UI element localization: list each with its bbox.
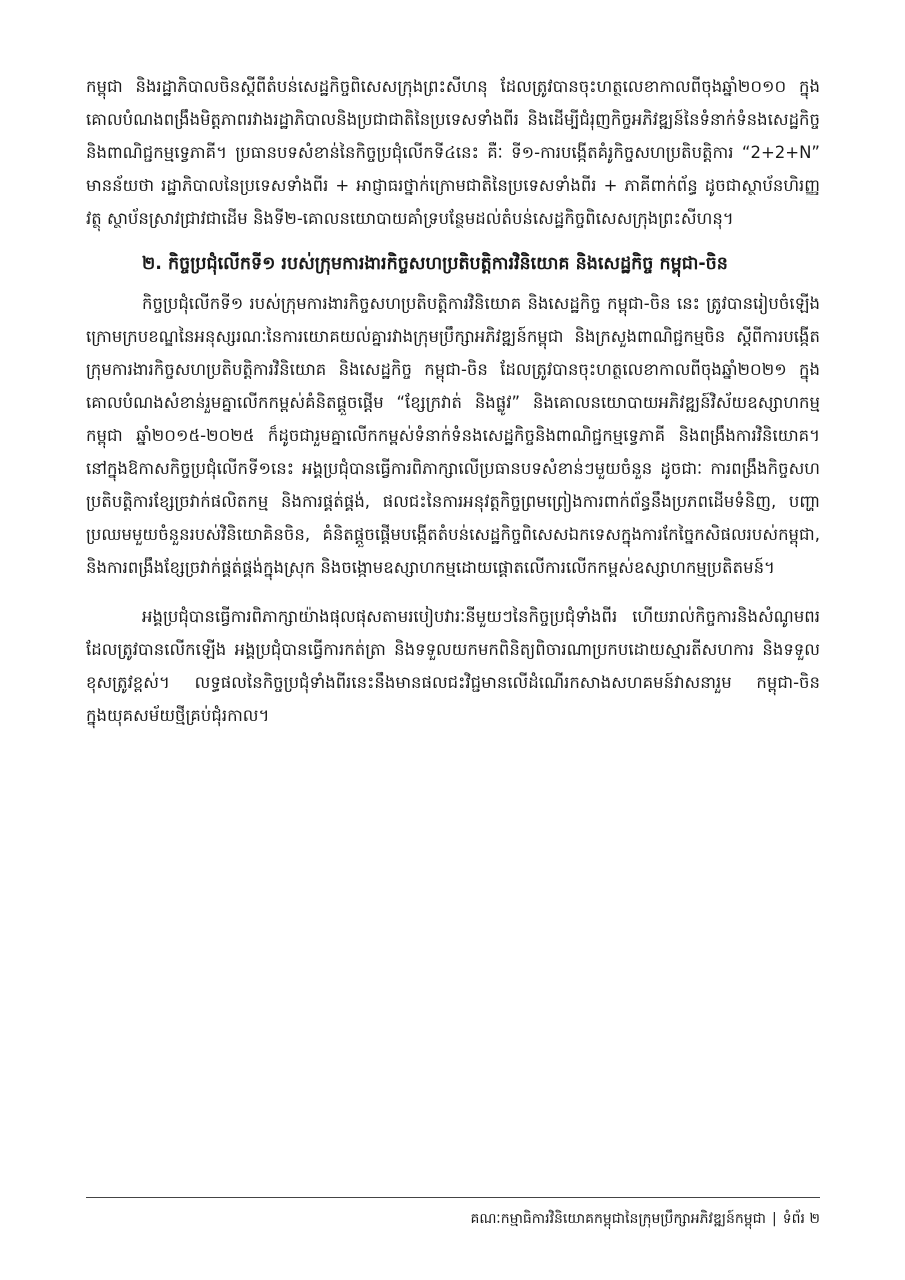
body-paragraph-1: កម្ពុជា និងរដ្ឋាភិបាលចិនស្តីពីតំបន់សេដ្ឋកិច្ចពិសេសក្រុងព្រះសីហនុ ដែលត្រូវបានចុះហត្ថលេខាកាលពីចុងឆ្នាំ២០១០ ក្នុងគោលបំណងពង្រឹងមិត្តភាពរវាងរដ្ឋាភិបាលនិងប្រជាជាតិនៃប្រទេសទាំងពីរ និងដើម្បីជំរុញកិច្ចអភិវឌ្ឍន៍នៃទំនាក់ទំនងសេដ្ឋកិច្ច និងពាណិជ្ជកម្មទ្វេភាគី។ ប្រធានបទសំខាន់នៃកិច្ចប្រជុំលើកទី៤នេះ គឺៈ ទី១-ការបង្កើតគំរូកិច្ចសហប្រតិបត្តិការ “2+2+N” មានន័យថា រដ្ឋាភិបាលនៃប្រទេសទាំងពីរ + អាជ្ញាធរថ្នាក់ក្រោមជាតិនៃប្រទេសទាំងពីរ + ភាគីពាក់ព័ន្ធ ដូចជាស្ថាប័នហិរញ្ញវត្ថុ ស្ថាប័នស្រាវជ្រាវជាដើម និងទី២-គោលនយោបាយគាំទ្របន្ថែមដល់តំបន់សេដ្ឋកិច្ចពិសេសក្រុងព្រះសីហនុ។ bbox=[86, 77, 820, 228]
body-paragraph-2: កិច្ចប្រជុំលើកទី១ របស់ក្រុមការងារកិច្ចសហប្រតិបត្តិការវិនិយោគ និងសេដ្ឋកិច្ច កម្ពុជា-ចិន នេះ ត្រូវបានរៀបចំឡើងក្រោមក្របខណ្ឌនៃអនុស្សរណៈនៃការយោគយល់គ្នារវាងក្រុមប្រឹក្សាអភិវឌ្ឍន៍កម្ពុជា និងក្រសួងពាណិជ្ជកម្មចិន ស្តីពីការបង្កើតក្រុមការងារកិច្ចសហប្រតិបត្តិការវិនិយោគ និងសេដ្ឋកិច្ច កម្ពុជា-ចិន ដែលត្រូវបានចុះហត្ថលេខាកាលពីចុងឆ្នាំ២០២១ ក្នុងគោលបំណងសំខាន់រួមគ្នាលើកកម្ពស់គំនិតផ្តួចផ្តើម “ខ្សែក្រវាត់ និងផ្លូវ” និងគោលនយោបាយអភិវឌ្ឍន៍វិស័យឧស្សាហកម្មកម្ពុជា ឆ្នាំ២០១៥-២០២៥ ក៏ដូចជារួមគ្នាលើកកម្ពស់ទំនាក់ទំនងសេដ្ឋកិច្ចនិងពាណិជ្ជកម្មទ្វេភាគី និងពង្រឹងការវិនិយោគ។ នៅក្នុងឱកាសកិច្ចប្រជុំលើកទី១នេះ អង្គប្រជុំបានធ្វើការពិភាក្សាលើប្រធានបទសំខាន់ៗមួយចំនួន ដូចជាៈ ការពង្រឹងកិច្ចសហប្រតិបត្តិការខ្សែច្រវាក់ផលិតកម្ម និងការផ្គត់ផ្គង់, ផលជះនៃការអនុវត្តកិច្ចព្រមព្រៀងការពាក់ព័ន្ធនឹងប្រភពដើមទំនិញ, បញ្ហាប្រឈមមួយចំនួនរបស់វិនិយោគិនចិន, គំនិតផ្តួចផ្តើមបង្កើតតំបន់សេដ្ឋកិច្ចពិសេសឯកទេសក្នុងការកែច្នៃកសិផលរបស់កម្ពុជា, និងការពង្រឹងខ្សែច្រវាក់ផ្គត់ផ្គង់ក្នុងស្រុក និងចង្កោមឧស្សាហកម្មដោយផ្តោតលើការលើកកម្ពស់ឧស្សាហកម្មប្រតិតមន៍។ bbox=[86, 294, 820, 577]
body-paragraph-3: អង្គប្រជុំបានធ្វើការពិភាក្សាយ៉ាងផុលផុសតាមរបៀបវារៈនីមួយៗនៃកិច្ចប្រជុំទាំងពីរ ហើយរាល់កិច្ចការនិងសំណូមពរដែលត្រូវបានលើកឡើង អង្គប្រជុំបានធ្វើការកត់ត្រា និងទទួលយកមកពិនិត្យពិចារណាប្រកបដោយស្មារតីសហការ និងទទួលខុសត្រូវខ្ពស់។ លទ្ធផលនៃកិច្ចប្រជុំទាំងពីរនេះនឹងមានផលជះវិជ្ជមានលើដំណើរកសាងសហគមន៍វាសនារួម កម្ពុជា-ចិន ក្នុងយុគសម័យថ្មីគ្រប់ជុំរកាល។ bbox=[86, 607, 820, 725]
page-number: ទំព័រ ២ bbox=[782, 1211, 820, 1227]
footer-separator: | bbox=[772, 1211, 777, 1227]
document-page bbox=[86, 70, 820, 732]
footer-divider bbox=[86, 1197, 820, 1198]
page-footer bbox=[470, 1208, 820, 1230]
footer-organization: គណៈកម្មាធិការវិនិយោគកម្ពុជានៃក្រុមប្រឹក្សាអភិវឌ្ឍន៍កម្ពុជា bbox=[470, 1211, 767, 1227]
section-heading-2: ២. កិច្ចប្រជុំលើកទី១ របស់ក្រុមការងារកិច្ចសហប្រតិបត្តិការវិនិយោគ និងសេដ្ឋកិច្ច កម្ពុជា-ចិន bbox=[142, 254, 728, 274]
